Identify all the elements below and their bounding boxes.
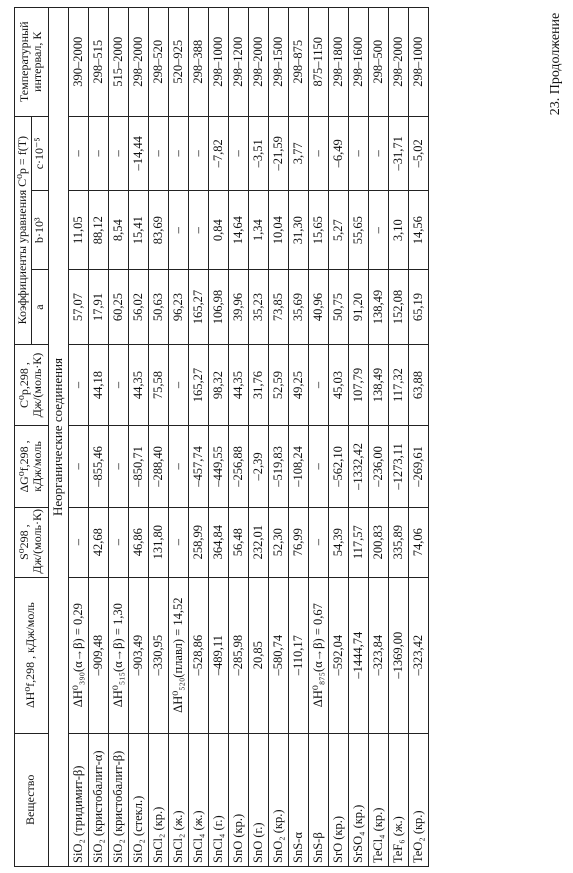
table-row [88, 8, 108, 867]
cell-s: 56,48 [228, 507, 248, 577]
cell-c: –6,49 [328, 116, 348, 191]
cell-dh: ΔH⁰₅₂₀(плавл) = 14,52 [168, 577, 188, 733]
cell-t: 298–1500 [268, 8, 288, 117]
cell-dg: – [308, 426, 328, 507]
rotated-page [8, 0, 536, 873]
cell-t: 298–520 [148, 8, 168, 117]
cell-a: 165,27 [188, 270, 208, 345]
cell-dg: –519,83 [268, 426, 288, 507]
cell-s: 46,86 [128, 507, 148, 577]
cell-c: –31,71 [388, 116, 408, 191]
cell-a: 91,20 [348, 270, 368, 345]
cell-name: SnCl₂ (ж.) [168, 733, 188, 866]
cell-t: 298–1200 [228, 8, 248, 117]
cell-cp: – [68, 344, 88, 425]
cell-dh: –580,74 [268, 577, 288, 733]
cell-name: TeO₂ (кр.) [408, 733, 428, 866]
col-header-a: a [31, 270, 48, 345]
cell-name: SiO₂ (тридимит-β) [68, 733, 88, 866]
cell-name: SrO (кр.) [328, 733, 348, 866]
cell-dh: ΔH⁰₃₉₀(α→β) = 0,29 [68, 577, 88, 733]
cell-name: SiO₂ (стекл.) [128, 733, 148, 866]
table-row [328, 8, 348, 867]
cell-dh: –528,86 [188, 577, 208, 733]
cell-s: 54,39 [328, 507, 348, 577]
cell-b: 31,30 [288, 191, 308, 270]
cell-name: SnO (г.) [248, 733, 268, 866]
cell-dh: –323,42 [408, 577, 428, 733]
cell-s: 131,80 [148, 507, 168, 577]
thermo-table [14, 7, 429, 867]
cell-cp: 75,58 [148, 344, 168, 425]
table-row [128, 8, 148, 867]
cell-t: 298–1000 [408, 8, 428, 117]
cell-cp: 44,18 [88, 344, 108, 425]
cell-dg: –1332,42 [348, 426, 368, 507]
cell-c: – [108, 116, 128, 191]
cell-dh: –489,11 [208, 577, 228, 733]
cell-cp: – [308, 344, 328, 425]
cell-a: 96,23 [168, 270, 188, 345]
cell-name: SnCl₄ (ж.) [188, 733, 208, 866]
cell-s: 52,30 [268, 507, 288, 577]
cell-dg: –108,24 [288, 426, 308, 507]
cell-dg: –855,46 [88, 426, 108, 507]
table-row [148, 8, 168, 867]
cell-cp: 52,59 [268, 344, 288, 425]
cell-dg: –288,40 [148, 426, 168, 507]
cell-a: 152,08 [388, 270, 408, 345]
cell-cp: 49,25 [288, 344, 308, 425]
cell-dh: –323,84 [368, 577, 388, 733]
cell-b: – [368, 191, 388, 270]
cell-b: 15,65 [308, 191, 328, 270]
cell-a: 60,25 [108, 270, 128, 345]
cell-a: 73,85 [268, 270, 288, 345]
cell-name: SiO₂ (кристобалит-α) [88, 733, 108, 866]
table-row [368, 8, 388, 867]
cell-dg: –256,88 [228, 426, 248, 507]
cell-c: 3,77 [288, 116, 308, 191]
cell-dg: –2,39 [248, 426, 268, 507]
cell-a: 56,02 [128, 270, 148, 345]
cell-s: 74,06 [408, 507, 428, 577]
col-header-dh: ΔH⁰f,298 , кДж/моль [15, 577, 49, 733]
cell-a: 106,98 [208, 270, 228, 345]
cell-c: – [348, 116, 368, 191]
cell-t: 298–1000 [208, 8, 228, 117]
cell-t: 298–388 [188, 8, 208, 117]
page-heading-strip [539, 0, 573, 873]
section-row [48, 8, 68, 867]
cell-t: 298–1600 [348, 8, 368, 117]
table-row [248, 8, 268, 867]
cell-c: –3,51 [248, 116, 268, 191]
cell-b: 3,10 [388, 191, 408, 270]
table-container [8, 0, 536, 873]
cell-dg: – [108, 426, 128, 507]
cell-b: – [188, 191, 208, 270]
cell-t: 298–2000 [128, 8, 148, 117]
col-header-substance: Вещество [15, 733, 49, 866]
col-header-b: b·10³ [31, 191, 48, 270]
cell-s: 232,01 [248, 507, 268, 577]
cell-name: SrSO₄ (кр.) [348, 733, 368, 866]
cell-dg: –1273,11 [388, 426, 408, 507]
cell-cp: 63,88 [408, 344, 428, 425]
cell-name: SnCl₄ (г.) [208, 733, 228, 866]
col-header-dg: ΔG⁰f,298 , кДж/моль [15, 426, 49, 507]
table-row [288, 8, 308, 867]
cell-cp: 165,27 [188, 344, 208, 425]
cell-cp: 98,32 [208, 344, 228, 425]
cell-t: 520–925 [168, 8, 188, 117]
cell-a: 57,07 [68, 270, 88, 345]
cell-c: – [228, 116, 248, 191]
table-row [388, 8, 408, 867]
table-row [348, 8, 368, 867]
cell-cp: – [108, 344, 128, 425]
cell-c: –21,59 [268, 116, 288, 191]
cell-name: TeF₆ (ж.) [388, 733, 408, 866]
cell-b: 15,41 [128, 191, 148, 270]
cell-b: 11,05 [68, 191, 88, 270]
cell-s: 364,84 [208, 507, 228, 577]
cell-name: SnO₂ (кр.) [268, 733, 288, 866]
cell-cp: 138,49 [368, 344, 388, 425]
cell-a: 35,23 [248, 270, 268, 345]
cell-b: 83,69 [148, 191, 168, 270]
cell-a: 39,96 [228, 270, 248, 345]
cell-c: – [168, 116, 188, 191]
cell-t: 298–500 [368, 8, 388, 117]
col-header-cp: C⁰p,298 , Дж/(моль·К) [15, 344, 49, 425]
cell-t: 390–2000 [68, 8, 88, 117]
cell-cp: 31,76 [248, 344, 268, 425]
table-row [208, 8, 228, 867]
cell-name: SnCl₂ (кр.) [148, 733, 168, 866]
cell-s: 76,99 [288, 507, 308, 577]
col-header-c: c·10⁻⁵ [31, 116, 48, 191]
cell-t: 298–875 [288, 8, 308, 117]
cell-c: – [88, 116, 108, 191]
cell-b: 14,56 [408, 191, 428, 270]
cell-s: – [308, 507, 328, 577]
cell-cp: 107,79 [348, 344, 368, 425]
cell-c: – [368, 116, 388, 191]
table-body [48, 8, 428, 867]
cell-name: SnS-α [288, 733, 308, 866]
cell-a: 35,69 [288, 270, 308, 345]
cell-b: 0,84 [208, 191, 228, 270]
cell-dh: –1369,00 [388, 577, 408, 733]
cell-name: SnS-β [308, 733, 328, 866]
cell-b: 1,34 [248, 191, 268, 270]
cell-s: – [108, 507, 128, 577]
cell-cp: 117,32 [388, 344, 408, 425]
table-row [268, 8, 288, 867]
cell-dh: –285,98 [228, 577, 248, 733]
col-header-temperature: Температурный интервал, К [15, 8, 49, 117]
cell-dh: ΔH⁰₈₇₅(α→β) = 0,67 [308, 577, 328, 733]
table-row [108, 8, 128, 867]
cell-dh: –1444,74 [348, 577, 368, 733]
col-header-s: S⁰298 , Дж/(моль·К) [15, 507, 49, 577]
cell-t: 298–2000 [388, 8, 408, 117]
cell-a: 65,19 [408, 270, 428, 345]
cell-dh: –330,95 [148, 577, 168, 733]
cell-cp: – [168, 344, 188, 425]
cell-a: 50,75 [328, 270, 348, 345]
cell-cp: 44,35 [128, 344, 148, 425]
cell-c: – [308, 116, 328, 191]
cell-s: 258,99 [188, 507, 208, 577]
cell-b: 14,64 [228, 191, 248, 270]
cell-c: –7,82 [208, 116, 228, 191]
cell-dh: –909,48 [88, 577, 108, 733]
cell-name: TeCl₄ (кр.) [368, 733, 388, 866]
cell-t: 298–515 [88, 8, 108, 117]
cell-b: 8,54 [108, 191, 128, 270]
cell-dh: 20,85 [248, 577, 268, 733]
cell-dg: –850,71 [128, 426, 148, 507]
cell-s: – [68, 507, 88, 577]
cell-b: – [168, 191, 188, 270]
cell-t: 298–2000 [248, 8, 268, 117]
table-row [168, 8, 188, 867]
table-row [188, 8, 208, 867]
cell-cp: 44,35 [228, 344, 248, 425]
cell-name: SnO (кр.) [228, 733, 248, 866]
cell-s: 200,83 [368, 507, 388, 577]
cell-s: 335,89 [388, 507, 408, 577]
cell-dh: –592,04 [328, 577, 348, 733]
cell-a: 17,91 [88, 270, 108, 345]
cell-b: 55,65 [348, 191, 368, 270]
cell-t: 298–1800 [328, 8, 348, 117]
cell-s: 117,57 [348, 507, 368, 577]
table-row [408, 8, 428, 867]
cell-s: – [168, 507, 188, 577]
cell-b: 5,27 [328, 191, 348, 270]
cell-dg: – [168, 426, 188, 507]
cell-b: 88,12 [88, 191, 108, 270]
cell-dh: ΔH⁰₅₁₅(α→β) = 1,30 [108, 577, 128, 733]
cell-b: 10,04 [268, 191, 288, 270]
cell-dh: –903,49 [128, 577, 148, 733]
cell-dg: – [68, 426, 88, 507]
cell-c: – [188, 116, 208, 191]
cell-t: 515–2000 [108, 8, 128, 117]
cell-dh: –110,17 [288, 577, 308, 733]
cell-c: – [68, 116, 88, 191]
page-heading: 23. Продолжение [548, 12, 563, 116]
table-row [308, 8, 328, 867]
cell-t: 875–1150 [308, 8, 328, 117]
cell-c: –5,02 [408, 116, 428, 191]
cell-c: – [148, 116, 168, 191]
cell-name: SiO₂ (кристобалит-β) [108, 733, 128, 866]
cell-a: 138,49 [368, 270, 388, 345]
cell-dg: –449,55 [208, 426, 228, 507]
cell-cp: 45,03 [328, 344, 348, 425]
table-row [68, 8, 88, 867]
table-row [228, 8, 248, 867]
section-title: Неорганические соединения [48, 8, 68, 867]
col-header-coefficients: Коэффициенты уравнения C⁰p = f(T) [15, 116, 32, 344]
cell-s: 42,68 [88, 507, 108, 577]
cell-dg: –457,74 [188, 426, 208, 507]
cell-a: 40,96 [308, 270, 328, 345]
cell-dg: –562,10 [328, 426, 348, 507]
cell-dg: –269,61 [408, 426, 428, 507]
cell-dg: –236,00 [368, 426, 388, 507]
cell-a: 50,63 [148, 270, 168, 345]
cell-c: –14,44 [128, 116, 148, 191]
